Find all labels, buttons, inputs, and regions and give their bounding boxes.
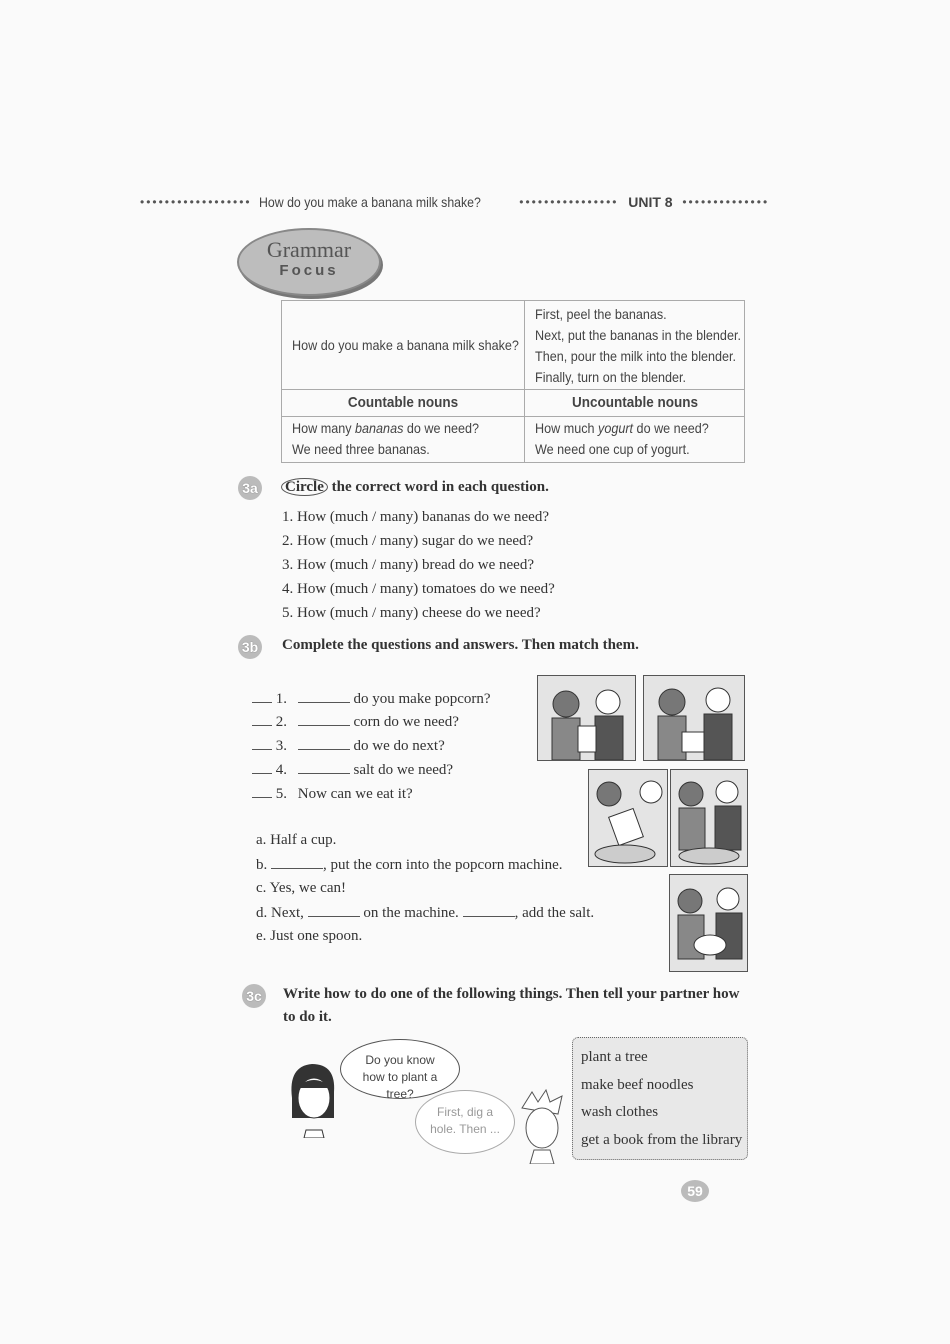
- header-dots-middle: ••••••••••••••••: [519, 194, 619, 209]
- comic-illustration-2: [644, 676, 744, 760]
- match-blank[interactable]: [252, 761, 272, 774]
- option-beef-noodles: make beef noodles: [581, 1076, 694, 1093]
- header-dots-left: ••••••••••••••••••: [140, 194, 252, 209]
- countable-example: [282, 418, 524, 460]
- question-3b-1: 1. do you make popcorn?: [252, 690, 491, 708]
- section-3a-questions: [282, 505, 555, 625]
- comic-panel-2: [643, 675, 745, 761]
- comic-illustration-4: [671, 770, 747, 866]
- step-then: Then, pour the milk into the blender.: [535, 348, 737, 364]
- header-title: How do you make a banana milk shake?: [259, 193, 482, 210]
- comic-panel-1: [537, 675, 636, 761]
- comic-illustration-5: [670, 875, 747, 971]
- boy-illustration: [514, 1088, 570, 1164]
- grammar-question: How do you make a banana milk shake?: [292, 337, 519, 353]
- activity-options-box: [572, 1037, 748, 1160]
- uncountable-answer: We need one cup of yogurt.: [535, 441, 690, 457]
- grammar-table: [281, 300, 745, 463]
- answer-c: c. Yes, we can!: [256, 880, 346, 896]
- question-3a-5: 5. How (much / many) cheese do we need?: [282, 605, 541, 621]
- grammar-focus-badge: [237, 228, 381, 296]
- question-3b-5: 5. Now can we eat it?: [252, 785, 413, 803]
- question-3b-3: 3. do we do next?: [252, 737, 445, 755]
- option-wash-clothes: wash clothes: [581, 1104, 659, 1120]
- step-finally: Finally, turn on the blender.: [535, 369, 687, 385]
- section-3c-instruction-line-1: Write how to do one of the following things. Then tell your partner how: [283, 986, 740, 1002]
- question-3a-1: 1. How (much / many) bananas do we need?: [282, 509, 549, 525]
- girl-speech-text: Do you know how to plant a tree?: [362, 1053, 438, 1101]
- girl-speech-bubble: [340, 1039, 460, 1099]
- match-blank[interactable]: [252, 737, 272, 750]
- answer-blank[interactable]: [298, 690, 350, 703]
- step-first: First, peel the bananas.: [535, 306, 667, 322]
- grammar-question-cell: [282, 301, 524, 389]
- answer-blank[interactable]: [271, 856, 323, 869]
- section-3c-label: 3c: [242, 984, 266, 1008]
- answer-blank[interactable]: [463, 904, 515, 917]
- boy-speech-bubble: [415, 1090, 515, 1154]
- question-3b-2: 2. corn do we need?: [252, 713, 459, 731]
- girl-illustration: [282, 1058, 346, 1138]
- comic-illustration-1: [538, 676, 635, 760]
- page-header: [140, 193, 810, 215]
- match-blank[interactable]: [252, 690, 272, 703]
- question-3a-4: 4. How (much / many) tomatoes do we need?: [282, 581, 555, 597]
- unit-label: UNIT 8: [628, 193, 673, 210]
- match-blank[interactable]: [252, 713, 272, 726]
- comic-panel-3: [588, 769, 668, 867]
- uncountable-heading: Uncountable nouns: [572, 394, 698, 411]
- question-3a-3: 3. How (much / many) bread do we need?: [282, 557, 534, 573]
- uncountable-example: [525, 418, 745, 460]
- answer-blank[interactable]: [298, 713, 350, 726]
- section-3a-label: 3a: [238, 476, 262, 500]
- answer-b: b. , put the corn into the popcorn machine.: [256, 857, 563, 873]
- countable-question: How many bananas do we need?: [292, 420, 480, 436]
- section-3b-instruction: Complete the questions and answers. Then match them.: [282, 637, 639, 653]
- circle-word: Circle: [281, 478, 328, 496]
- countable-heading: Countable nouns: [347, 394, 459, 411]
- answer-blank[interactable]: [298, 761, 350, 774]
- step-next: Next, put the bananas in the blender.: [535, 327, 741, 343]
- comic-illustration-3: [589, 770, 667, 866]
- answer-d: d. Next, on the machine. , add the salt.: [256, 905, 595, 921]
- option-library-book: get a book from the library: [581, 1131, 743, 1148]
- answer-a: a. Half a cup.: [256, 832, 337, 848]
- comic-panel-4: [670, 769, 748, 867]
- question-3b-4: 4. salt do we need?: [252, 761, 453, 779]
- comic-panel-5: [669, 874, 748, 972]
- answer-blank[interactable]: [298, 737, 350, 750]
- question-3a-2: 2. How (much / many) sugar do we need?: [282, 533, 534, 549]
- answer-blank[interactable]: [308, 904, 360, 917]
- match-blank[interactable]: [252, 785, 272, 798]
- countable-answer: We need three bananas.: [292, 441, 430, 457]
- grammar-steps-cell: [525, 304, 745, 388]
- section-3b-label: 3b: [238, 635, 262, 659]
- boy-speech-text: First, dig a hole. Then ...: [430, 1105, 500, 1136]
- section-3a-instruction: Circle the correct word in each question.: [281, 479, 549, 496]
- section-3c-instruction-line-2: to do it.: [283, 1009, 332, 1025]
- option-plant-tree: plant a tree: [581, 1049, 648, 1065]
- badge-line-2: Focus: [279, 262, 339, 279]
- uncountable-question: How much yogurt do we need?: [535, 420, 709, 436]
- header-dots-right: ••••••••••••••: [682, 194, 770, 209]
- answer-e: e. Just one spoon.: [256, 928, 363, 944]
- page-number: 59: [681, 1180, 709, 1202]
- badge-line-1: Grammar: [266, 237, 352, 262]
